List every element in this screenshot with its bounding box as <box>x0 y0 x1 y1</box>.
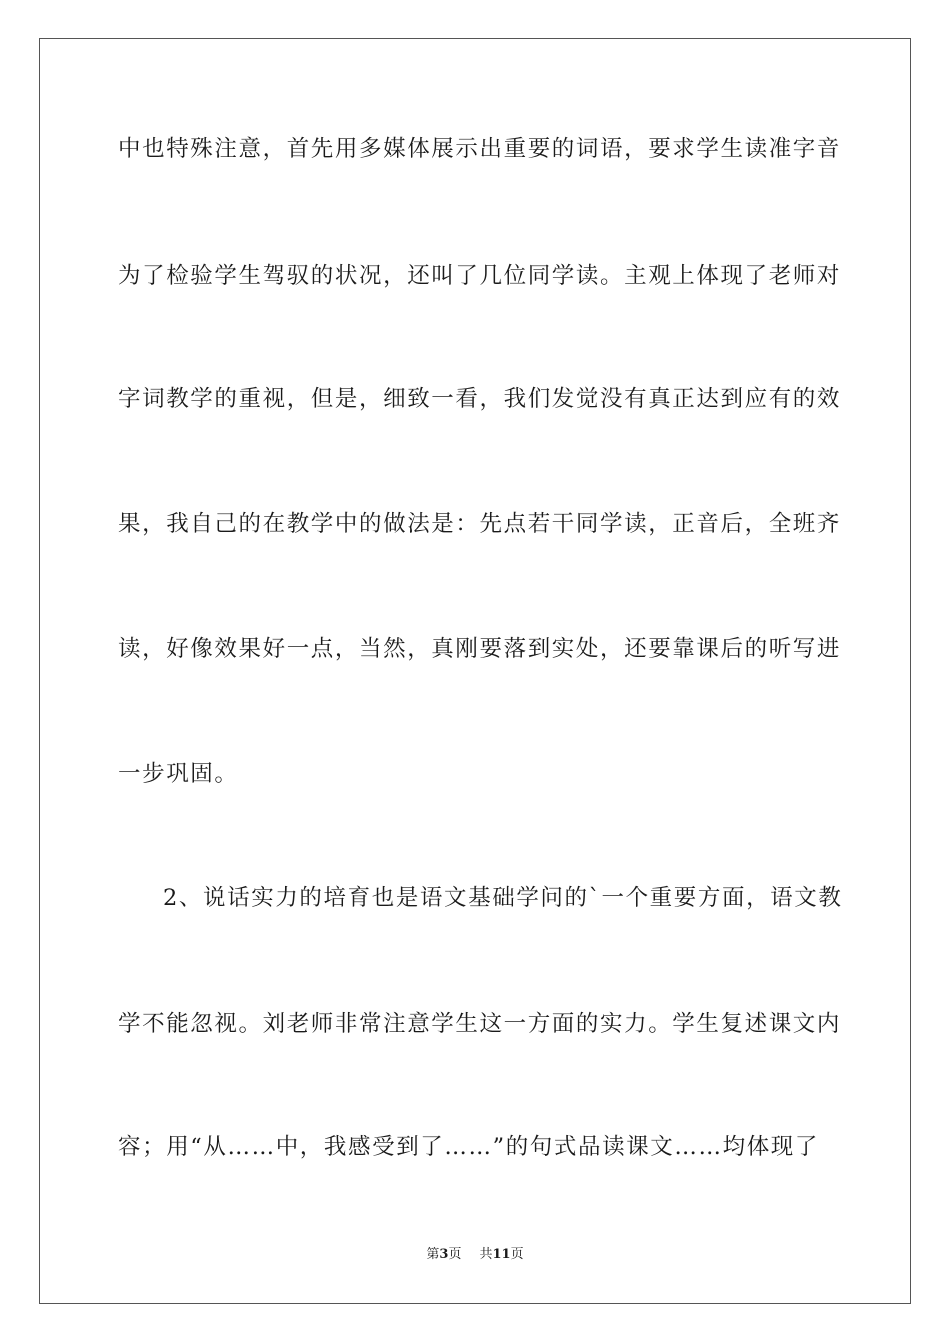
page-border <box>39 38 911 1304</box>
footer-total-pages: 11 <box>492 1247 511 1262</box>
page-footer <box>0 1246 950 1264</box>
footer-total-suffix: 页 <box>510 1247 524 1262</box>
footer-page-number: 3 <box>439 1247 449 1262</box>
body-line-5: 读，好像效果好一点，当然，真刚要落到实处，还要靠课后的听写进 <box>118 636 842 662</box>
footer-total-prefix: 共 <box>479 1247 493 1262</box>
body-line-1: 中也特殊注意，首先用多媒体展示出重要的词语，要求学生读准字音 <box>118 136 842 162</box>
paragraph-2-first-line: 2、说话实力的培育也是语文基础学问的`一个重要方面，语文教 <box>163 885 843 911</box>
footer-page-prefix: 第 <box>426 1247 440 1262</box>
body-line-6: 一步巩固。 <box>118 761 239 787</box>
footer-page-suffix: 页 <box>448 1247 462 1262</box>
body-line-4: 果，我自己的在教学中的做法是：先点若干同学读，正音后，全班齐 <box>118 511 842 537</box>
body-line-2: 为了检验学生驾驭的状况，还叫了几位同学读。主观上体现了老师对 <box>118 263 842 289</box>
body-line-9: 容；用“从……中，我感受到了……”的句式品读课文……均体现了 <box>118 1134 820 1160</box>
body-line-8: 学不能忽视。刘老师非常注意学生这一方面的实力。学生复述课文内 <box>118 1011 842 1037</box>
body-line-3: 字词教学的重视，但是，细致一看，我们发觉没有真正达到应有的效 <box>118 386 842 412</box>
